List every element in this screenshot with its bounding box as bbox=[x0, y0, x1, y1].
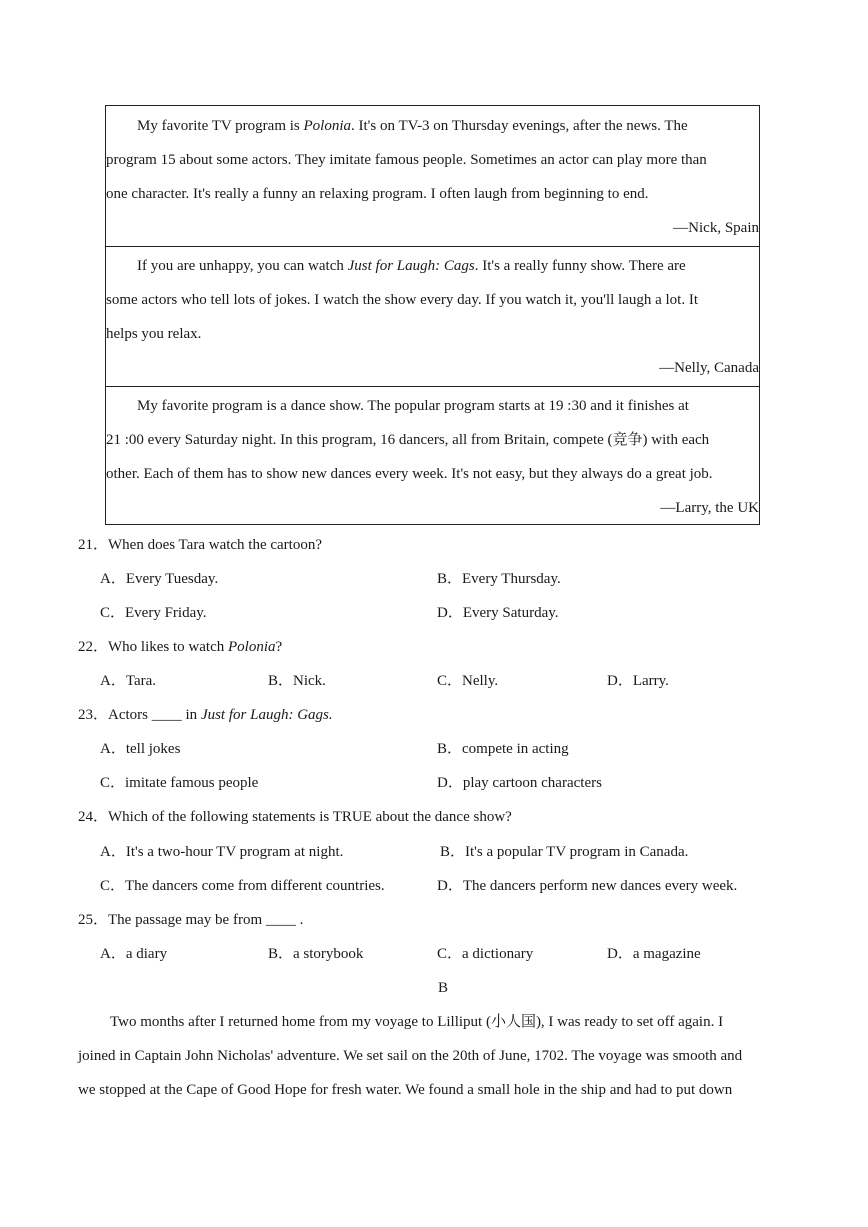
question-text: Who likes to watch bbox=[108, 639, 228, 655]
question-24-stem bbox=[78, 807, 512, 827]
program-title: Just for Laugh: Cags bbox=[347, 258, 475, 274]
question-21-stem bbox=[78, 535, 322, 555]
option-text: a diary bbox=[125, 946, 168, 962]
question-number: 25． bbox=[78, 912, 109, 928]
option-letter: A． bbox=[100, 946, 126, 962]
option-letter: A． bbox=[100, 844, 126, 860]
question-text: When does Tara watch the cartoon? bbox=[108, 537, 323, 553]
question-text: Actors ____ in bbox=[108, 707, 201, 723]
option-text: a dictionary bbox=[462, 946, 534, 962]
entry-line: other. Each of them has to show new dances every week. It's not easy, but they always do a great job. bbox=[106, 466, 713, 482]
section-heading: B bbox=[438, 980, 449, 996]
option-text: imitate famous people bbox=[125, 775, 259, 791]
entry-line bbox=[137, 256, 686, 276]
option-c[interactable] bbox=[100, 876, 385, 896]
option-a[interactable] bbox=[100, 944, 167, 964]
option-letter: D． bbox=[607, 673, 633, 689]
entry-line: some actors who tell lots of jokes. I watch the show every day. If you watch it, you'll laugh a lot. It bbox=[106, 292, 699, 308]
option-text: Every Tuesday. bbox=[125, 571, 219, 587]
option-a[interactable] bbox=[100, 671, 156, 691]
question-number: 24． bbox=[78, 809, 109, 825]
question-text: ? bbox=[275, 639, 283, 655]
option-letter: B． bbox=[440, 844, 466, 860]
option-letter: C． bbox=[100, 775, 126, 791]
option-letter: D． bbox=[607, 946, 633, 962]
option-a[interactable] bbox=[100, 569, 218, 589]
entry-line: helps you relax. bbox=[106, 326, 202, 342]
question-23-stem bbox=[78, 705, 333, 725]
option-text: a storybook bbox=[293, 946, 364, 962]
option-b[interactable] bbox=[437, 739, 569, 759]
option-d[interactable] bbox=[437, 603, 559, 623]
option-d[interactable] bbox=[607, 944, 701, 964]
question-22-stem bbox=[78, 637, 282, 657]
option-text: a magazine bbox=[632, 946, 701, 962]
entry-nelly bbox=[106, 246, 759, 387]
question-number: 21． bbox=[78, 537, 109, 553]
option-letter: B． bbox=[268, 673, 294, 689]
option-d[interactable] bbox=[437, 876, 737, 896]
option-text: Every Saturday. bbox=[462, 605, 559, 621]
option-b[interactable] bbox=[440, 842, 688, 862]
entry-line: My favorite program is a dance show. The popular program starts at 19 :30 and it finishes at bbox=[137, 398, 689, 414]
option-d[interactable] bbox=[607, 671, 669, 691]
program-title: Polonia bbox=[303, 118, 352, 134]
option-letter: D． bbox=[437, 605, 463, 621]
passage-a-table bbox=[105, 105, 760, 525]
text: My favorite TV program is bbox=[137, 118, 304, 134]
program-title: Just for Laugh: Gags. bbox=[200, 707, 333, 723]
option-letter: B． bbox=[268, 946, 294, 962]
option-letter: C． bbox=[437, 946, 463, 962]
option-letter: C． bbox=[100, 878, 126, 894]
option-c[interactable] bbox=[437, 671, 498, 691]
option-letter: A． bbox=[100, 741, 126, 757]
option-text: The dancers perform new dances every week. bbox=[462, 878, 738, 894]
option-c[interactable] bbox=[100, 773, 258, 793]
option-text: It's a two-hour TV program at night. bbox=[125, 844, 344, 860]
entry-signature: —Nelly, Canada bbox=[659, 360, 759, 376]
question-text: Which of the following statements is TRUE about the dance show? bbox=[108, 809, 512, 825]
option-letter: A． bbox=[100, 673, 126, 689]
passage-b-line: Two months after I returned home from my voyage to Lilliput (小人国), I was ready to set off again. I bbox=[110, 1014, 724, 1030]
program-title: Polonia bbox=[228, 639, 276, 655]
text: If you are unhappy, you can watch bbox=[137, 258, 348, 274]
option-letter: D． bbox=[437, 775, 463, 791]
passage-b-line: we stopped at the Cape of Good Hope for fresh water. We found a small hole in the ship and had to put down bbox=[78, 1082, 733, 1098]
option-text: Every Friday. bbox=[125, 605, 207, 621]
entry-line bbox=[137, 116, 688, 136]
option-letter: A． bbox=[100, 571, 126, 587]
option-d[interactable] bbox=[437, 773, 602, 793]
option-c[interactable] bbox=[437, 944, 533, 964]
option-a[interactable] bbox=[100, 739, 180, 759]
option-b[interactable] bbox=[268, 944, 363, 964]
option-c[interactable] bbox=[100, 603, 207, 623]
question-number: 22． bbox=[78, 639, 109, 655]
option-letter: C． bbox=[100, 605, 126, 621]
option-letter: C． bbox=[437, 673, 463, 689]
option-letter: D． bbox=[437, 878, 463, 894]
option-text: Tara. bbox=[125, 673, 157, 689]
entry-line: program 15 about some actors. They imitate famous people. Sometimes an actor can play more than bbox=[106, 152, 707, 168]
entry-nick bbox=[106, 106, 759, 246]
text: . It's a really funny show. There are bbox=[474, 258, 686, 274]
option-text: Nick. bbox=[293, 673, 326, 689]
option-text: The dancers come from different countries. bbox=[125, 878, 385, 894]
passage-b-line: joined in Captain John Nicholas' adventure. We set sail on the 20th of June, 1702. The voyage was smooth and bbox=[78, 1048, 743, 1064]
option-letter: B． bbox=[437, 741, 463, 757]
question-25-stem bbox=[78, 910, 303, 930]
option-text: play cartoon characters bbox=[462, 775, 602, 791]
entry-signature: —Larry, the UK bbox=[660, 500, 759, 516]
question-number: 23． bbox=[78, 707, 109, 723]
entry-signature: —Nick, Spain bbox=[673, 220, 759, 236]
option-a[interactable] bbox=[100, 842, 343, 862]
option-text: Larry. bbox=[632, 673, 669, 689]
question-text: The passage may be from ____ . bbox=[108, 912, 304, 928]
option-text: It's a popular TV program in Canada. bbox=[465, 844, 689, 860]
option-text: compete in acting bbox=[462, 741, 569, 757]
text: . It's on TV-3 on Thursday evenings, after the news. The bbox=[351, 118, 688, 134]
entry-larry bbox=[106, 386, 759, 527]
option-text: tell jokes bbox=[125, 741, 181, 757]
entry-line: one character. It's really a funny an relaxing program. I often laugh from beginning to end. bbox=[106, 186, 649, 202]
option-b[interactable] bbox=[437, 569, 561, 589]
option-b[interactable] bbox=[268, 671, 326, 691]
entry-line: 21 :00 every Saturday night. In this program, 16 dancers, all from Britain, compete (竞争) with each bbox=[106, 432, 710, 448]
option-text: Nelly. bbox=[462, 673, 499, 689]
option-letter: B． bbox=[437, 571, 463, 587]
option-text: Every Thursday. bbox=[462, 571, 561, 587]
